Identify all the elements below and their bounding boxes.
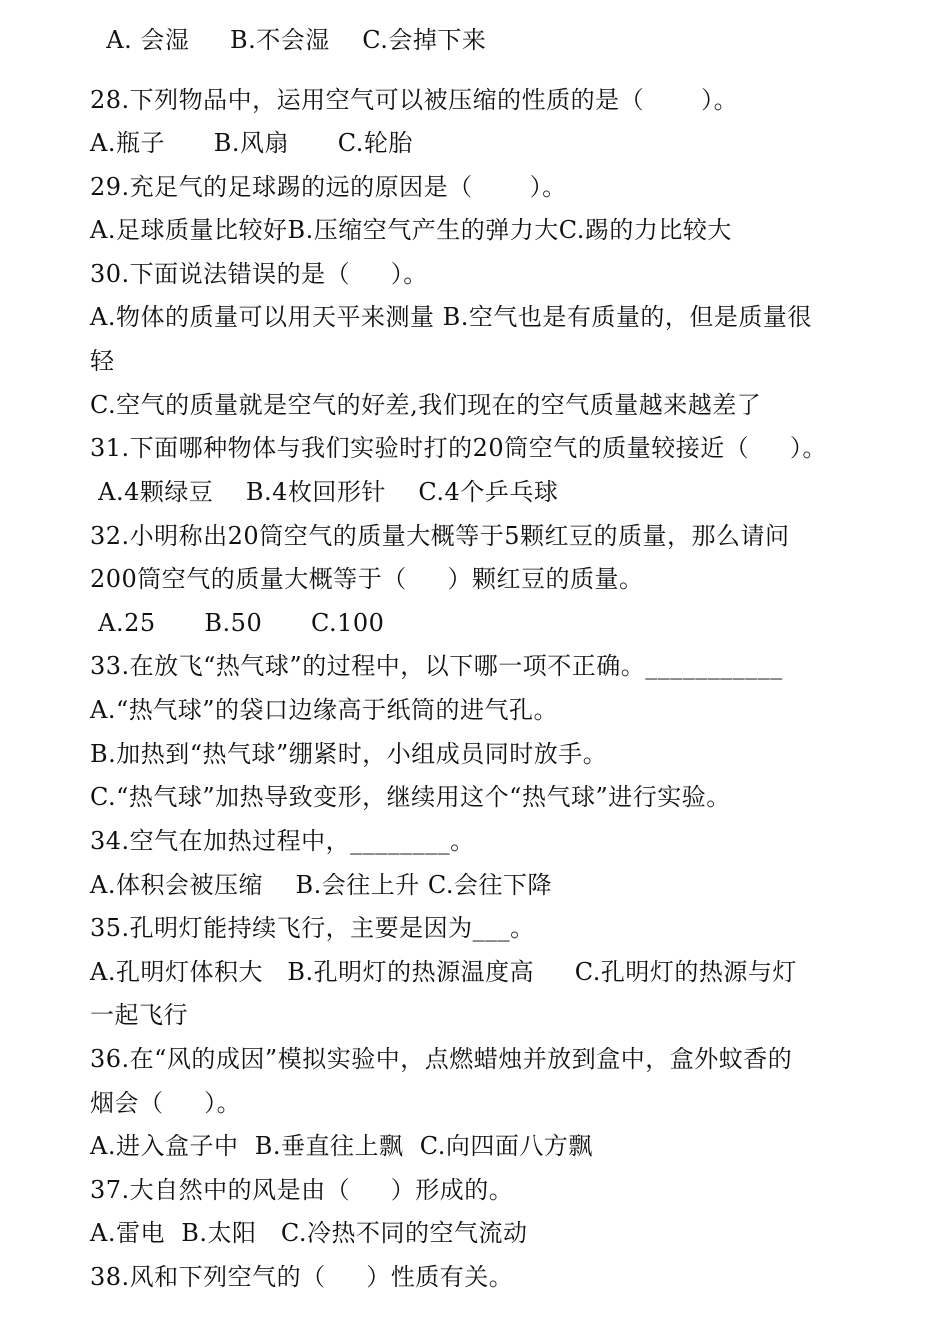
text-line: A.雷电 B.太阳 C.冷热不同的空气流动 bbox=[90, 1219, 528, 1247]
text-line: C.空气的质量就是空气的好差,我们现在的空气质量越来越差了 bbox=[90, 391, 762, 419]
text-line: 32.小明称出20筒空气的质量大概等于5颗红豆的质量，那么请问 bbox=[90, 522, 790, 550]
text-line: 28.下列物品中，运用空气可以被压缩的性质的是（ ）。 bbox=[90, 86, 739, 114]
text-line: A.“热气球”的袋口边缘高于纸筒的进气孔。 bbox=[90, 696, 558, 724]
text-line: A.瓶子 B.风扇 C.轮胎 bbox=[90, 129, 413, 157]
text-line: A.物体的质量可以用天平来测量 B.空气也是有质量的，但是质量很 bbox=[90, 303, 812, 331]
text-line: 37.大自然中的风是由（ ）形成的。 bbox=[90, 1176, 514, 1204]
text-line: 一起飞行 bbox=[90, 1001, 188, 1029]
text-line: 36.在“风的成因”模拟实验中，点燃蜡烛并放到盒中，盒外蚊香的 bbox=[90, 1045, 793, 1073]
text-line: A.4颗绿豆 B.4枚回形针 C.4个乒乓球 bbox=[90, 478, 559, 506]
text-line: A.体积会被压缩 B.会往上升 C.会往下降 bbox=[90, 871, 553, 899]
text-line: 31.下面哪种物体与我们实验时打的20筒空气的质量较接近（ ）。 bbox=[90, 434, 827, 462]
text-line: 烟会（ ）。 bbox=[90, 1089, 242, 1117]
text-line: 200筒空气的质量大概等于（ ）颗红豆的质量。 bbox=[90, 565, 644, 593]
text-line: A.进入盒子中 B.垂直往上飘 C.向四面八方飘 bbox=[90, 1132, 593, 1160]
text-line: 30.下面说法错误的是（ ）。 bbox=[90, 260, 428, 288]
text-line: C.“热气球”加热导致变形，继续用这个“热气球”进行实验。 bbox=[90, 783, 731, 811]
text-line: A.足球质量比较好B.压缩空气产生的弹力大C.踢的力比较大 bbox=[90, 216, 732, 244]
text-line: 33.在放飞“热气球”的过程中，以下哪一项不正确。___________ bbox=[90, 652, 783, 680]
text-line: A.孔明灯体积大 B.孔明灯的热源温度高 C.孔明灯的热源与灯 bbox=[90, 958, 797, 986]
text-line: B.加热到“热气球”绷紧时，小组成员同时放手。 bbox=[90, 740, 608, 768]
text-line: A. 会湿 B.不会湿 C.会掉下来 bbox=[90, 26, 487, 54]
text-line: 29.充足气的足球踢的远的原因是（ ）。 bbox=[90, 173, 567, 201]
text-line: 轻 bbox=[90, 347, 115, 375]
text-line: 34.空气在加热过程中，________。 bbox=[90, 827, 475, 855]
text-line: A.25 B.50 C.100 bbox=[90, 609, 385, 637]
text-line: 35.孔明灯能持续飞行，主要是因为___。 bbox=[90, 914, 535, 942]
text-line: 38.风和下列空气的（ ）性质有关。 bbox=[90, 1263, 514, 1291]
